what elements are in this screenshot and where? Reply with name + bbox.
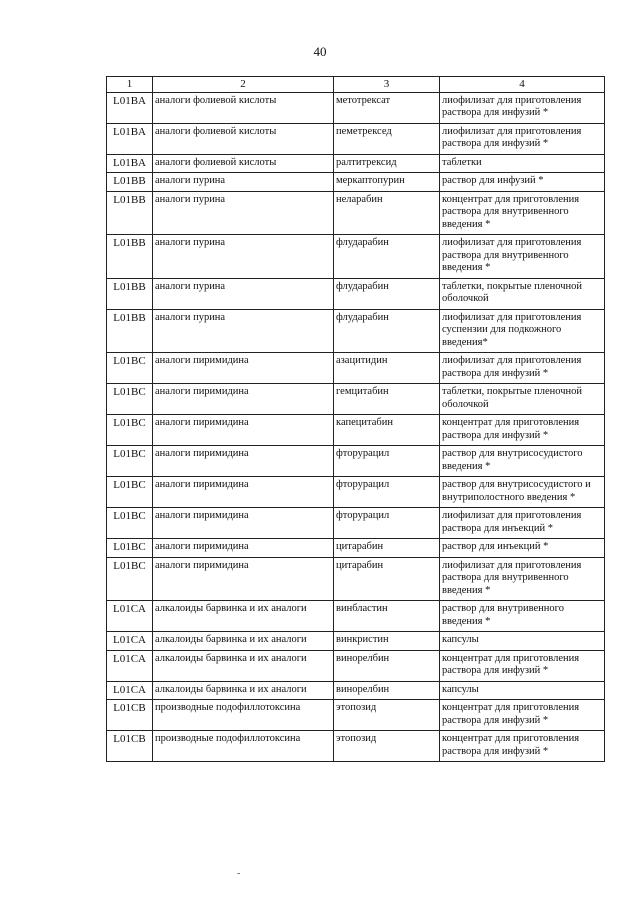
- group-name-cell: производные подофиллотоксина: [153, 731, 334, 762]
- drug-name-cell: фторурацил: [334, 508, 440, 539]
- group-name-cell: аналоги пурина: [153, 191, 334, 235]
- table-row: [107, 557, 605, 601]
- table-row: [107, 278, 605, 309]
- table-body: [107, 92, 605, 762]
- drug-name-cell: флударабин: [334, 278, 440, 309]
- group-name-cell: аналоги пиримидина: [153, 508, 334, 539]
- atc-code-cell: L01BA: [107, 92, 153, 123]
- table-row: [107, 173, 605, 192]
- table-row: [107, 309, 605, 353]
- drug-name-cell: пеметрексед: [334, 123, 440, 154]
- drug-table: [106, 76, 605, 762]
- dosage-form-cell: концентрат для приготовления раствора для инфузий *: [440, 650, 605, 681]
- drug-name-cell: ралтитрексид: [334, 154, 440, 173]
- atc-code-cell: L01BB: [107, 173, 153, 192]
- drug-name-cell: этопозид: [334, 731, 440, 762]
- atc-code-cell: L01BB: [107, 278, 153, 309]
- table-row: [107, 235, 605, 279]
- table-row: [107, 446, 605, 477]
- table-row: [107, 384, 605, 415]
- group-name-cell: алкалоиды барвинка и их аналоги: [153, 601, 334, 632]
- atc-code-cell: L01BA: [107, 123, 153, 154]
- drug-name-cell: неларабин: [334, 191, 440, 235]
- group-name-cell: аналоги пиримидина: [153, 384, 334, 415]
- atc-code-cell: L01CA: [107, 681, 153, 700]
- dosage-form-cell: раствор для внутрисосудистого введения *: [440, 446, 605, 477]
- group-name-cell: аналоги пурина: [153, 173, 334, 192]
- dosage-form-cell: концентрат для приготовления раствора для инфузий *: [440, 700, 605, 731]
- atc-code-cell: L01CA: [107, 650, 153, 681]
- drug-name-cell: азацитидин: [334, 353, 440, 384]
- atc-code-cell: L01CB: [107, 700, 153, 731]
- dosage-form-cell: лиофилизат для приготовления раствора для инфузий *: [440, 92, 605, 123]
- group-name-cell: аналоги пиримидина: [153, 415, 334, 446]
- dosage-form-cell: капсулы: [440, 632, 605, 651]
- table-row: [107, 731, 605, 762]
- dosage-form-cell: раствор для инъекций *: [440, 539, 605, 558]
- group-name-cell: аналоги пиримидина: [153, 446, 334, 477]
- table-row: [107, 508, 605, 539]
- table-row: [107, 632, 605, 651]
- group-name-cell: алкалоиды барвинка и их аналоги: [153, 632, 334, 651]
- table-row: [107, 191, 605, 235]
- drug-name-cell: фторурацил: [334, 446, 440, 477]
- dosage-form-cell: лиофилизат для приготовления раствора для инъекций *: [440, 508, 605, 539]
- atc-code-cell: L01BC: [107, 384, 153, 415]
- group-name-cell: производные подофиллотоксина: [153, 700, 334, 731]
- group-name-cell: алкалоиды барвинка и их аналоги: [153, 681, 334, 700]
- atc-code-cell: L01BC: [107, 415, 153, 446]
- drug-name-cell: меркаптопурин: [334, 173, 440, 192]
- dosage-form-cell: лиофилизат для приготовления раствора для инфузий *: [440, 353, 605, 384]
- group-name-cell: аналоги пиримидина: [153, 557, 334, 601]
- dosage-form-cell: концентрат для приготовления раствора для инфузий *: [440, 415, 605, 446]
- drug-name-cell: винорелбин: [334, 681, 440, 700]
- column-header: 3: [334, 77, 440, 93]
- page-number: 40: [313, 44, 327, 59]
- atc-code-cell: L01CA: [107, 601, 153, 632]
- drug-name-cell: цитарабин: [334, 557, 440, 601]
- table-row: [107, 154, 605, 173]
- table-row: [107, 700, 605, 731]
- atc-code-cell: L01BC: [107, 446, 153, 477]
- atc-code-cell: L01CA: [107, 632, 153, 651]
- drug-name-cell: винкристин: [334, 632, 440, 651]
- atc-code-cell: L01BC: [107, 539, 153, 558]
- drug-name-cell: винбластин: [334, 601, 440, 632]
- dosage-form-cell: концентрат для приготовления раствора для внутривенного введения *: [440, 191, 605, 235]
- atc-code-cell: L01BC: [107, 477, 153, 508]
- drug-name-cell: фторурацил: [334, 477, 440, 508]
- table-row: [107, 353, 605, 384]
- atc-code-cell: L01BB: [107, 309, 153, 353]
- drug-name-cell: флударабин: [334, 309, 440, 353]
- drug-name-cell: гемцитабин: [334, 384, 440, 415]
- footer-mark: -: [237, 868, 241, 879]
- drug-name-cell: цитарабин: [334, 539, 440, 558]
- drug-name-cell: винорелбин: [334, 650, 440, 681]
- dosage-form-cell: таблетки: [440, 154, 605, 173]
- atc-code-cell: L01BC: [107, 353, 153, 384]
- atc-code-cell: L01BC: [107, 508, 153, 539]
- atc-code-cell: L01CB: [107, 731, 153, 762]
- group-name-cell: аналоги пиримидина: [153, 353, 334, 384]
- table-row: [107, 477, 605, 508]
- dosage-form-cell: лиофилизат для приготовления раствора для внутривенного введения *: [440, 557, 605, 601]
- group-name-cell: аналоги пурина: [153, 309, 334, 353]
- dosage-form-cell: концентрат для приготовления раствора для инфузий *: [440, 731, 605, 762]
- group-name-cell: аналоги пурина: [153, 278, 334, 309]
- group-name-cell: аналоги фолиевой кислоты: [153, 123, 334, 154]
- group-name-cell: аналоги пурина: [153, 235, 334, 279]
- table-row: [107, 681, 605, 700]
- table-row: [107, 601, 605, 632]
- drug-name-cell: флударабин: [334, 235, 440, 279]
- atc-code-cell: L01BB: [107, 235, 153, 279]
- drug-name-cell: этопозид: [334, 700, 440, 731]
- group-name-cell: аналоги фолиевой кислоты: [153, 154, 334, 173]
- table-row: [107, 650, 605, 681]
- dosage-form-cell: раствор для инфузий *: [440, 173, 605, 192]
- dosage-form-cell: лиофилизат для приготовления раствора для инфузий *: [440, 123, 605, 154]
- table-row: [107, 123, 605, 154]
- table-row: [107, 92, 605, 123]
- dosage-form-cell: раствор для внутривенного введения *: [440, 601, 605, 632]
- drug-name-cell: капецитабин: [334, 415, 440, 446]
- atc-code-cell: L01BC: [107, 557, 153, 601]
- dosage-form-cell: лиофилизат для приготовления раствора для внутривенного введения *: [440, 235, 605, 279]
- table-row: [107, 415, 605, 446]
- column-header: 2: [153, 77, 334, 93]
- dosage-form-cell: лиофилизат для приготовления суспензии для подкожного введения*: [440, 309, 605, 353]
- group-name-cell: аналоги фолиевой кислоты: [153, 92, 334, 123]
- dosage-form-cell: раствор для внутрисосудистого и внутриполостного введения *: [440, 477, 605, 508]
- table-header-row: [107, 77, 605, 93]
- dosage-form-cell: таблетки, покрытые пленочной оболочкой: [440, 384, 605, 415]
- atc-code-cell: L01BB: [107, 191, 153, 235]
- group-name-cell: аналоги пиримидина: [153, 477, 334, 508]
- dosage-form-cell: капсулы: [440, 681, 605, 700]
- atc-code-cell: L01BA: [107, 154, 153, 173]
- dosage-form-cell: таблетки, покрытые пленочной оболочкой: [440, 278, 605, 309]
- column-header: 4: [440, 77, 605, 93]
- table-row: [107, 539, 605, 558]
- group-name-cell: алкалоиды барвинка и их аналоги: [153, 650, 334, 681]
- drug-name-cell: метотрексат: [334, 92, 440, 123]
- group-name-cell: аналоги пиримидина: [153, 539, 334, 558]
- column-header: 1: [107, 77, 153, 93]
